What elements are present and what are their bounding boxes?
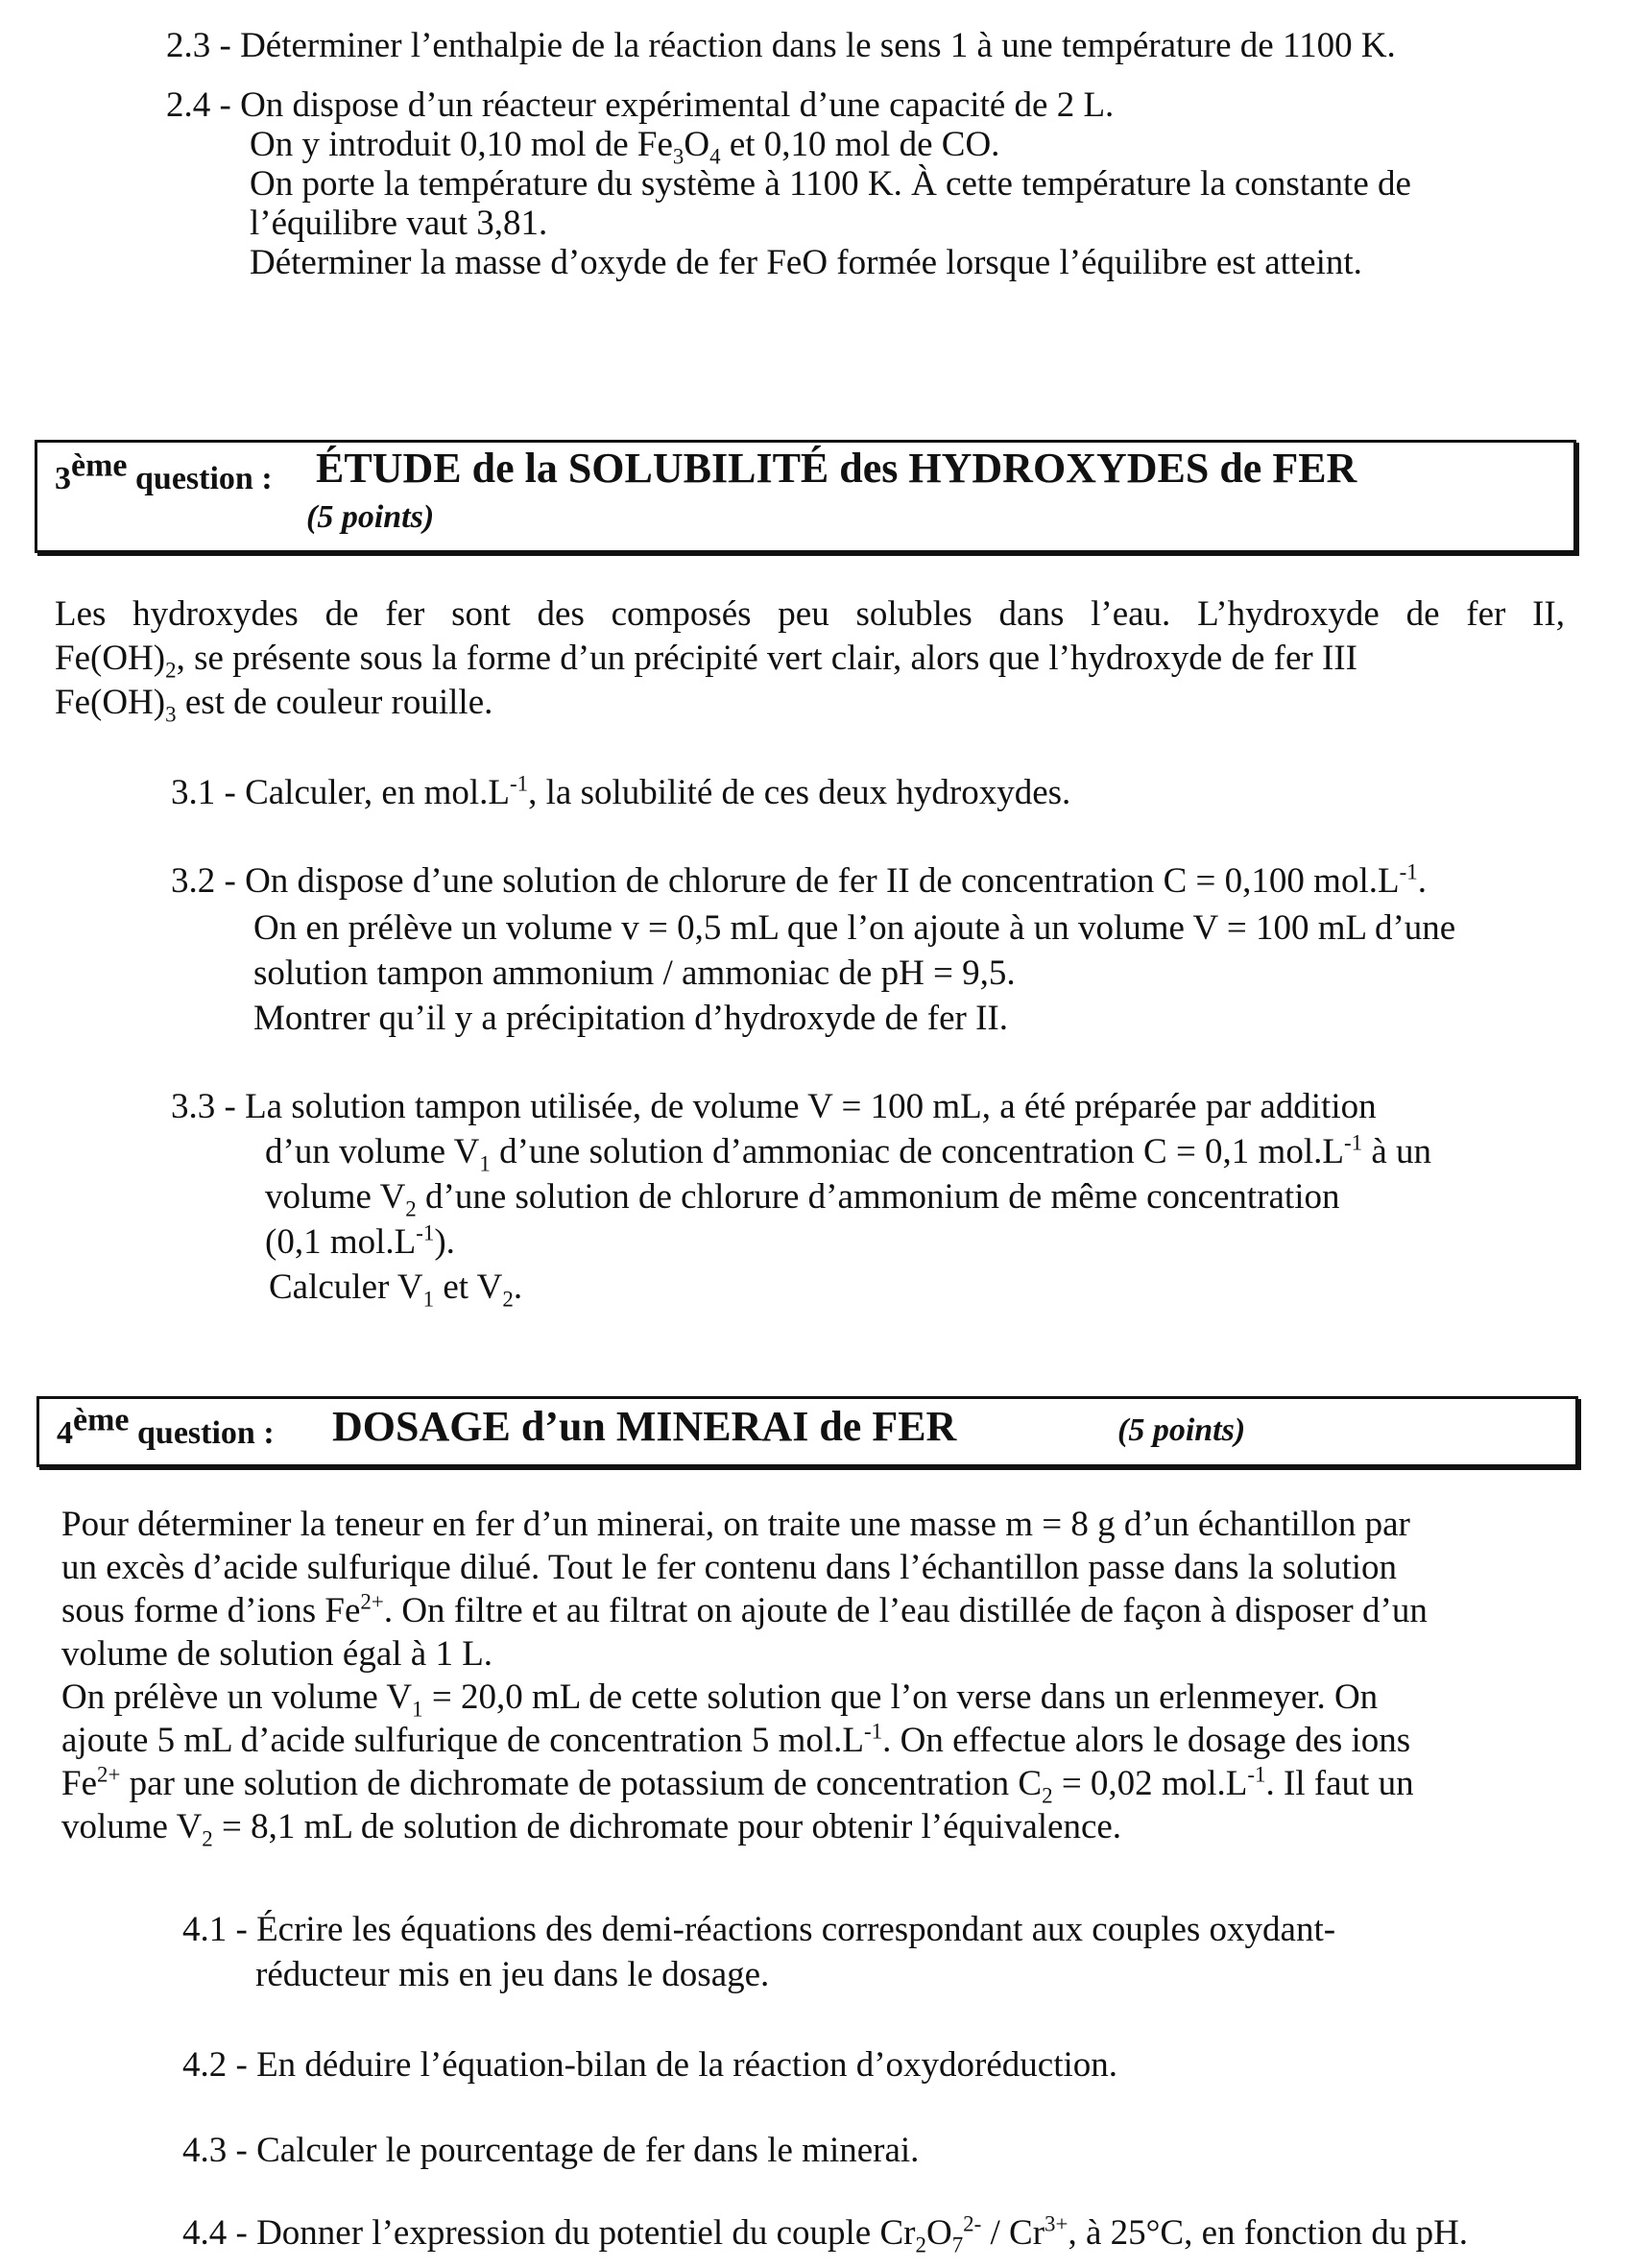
question-4-title: DOSAGE d’un MINERAI de FER (332, 1403, 957, 1450)
item-2-4 (166, 84, 1114, 128)
item-3-1: 3.1 - Calculer, en $mol.L^{-1}$, la solubilité de ces deux hydroxydes. (171, 771, 1071, 812)
item-2-4-line-2: On y introduit 0,10 mol de $Fe_3O_4$ et 0,10 mol de CO. (250, 125, 1000, 169)
item-3-3-line-5: Calculer $V_1$ et $V_2$. (269, 1267, 523, 1312)
item-number: 4.3 - (182, 2131, 257, 2170)
item-3-3-line-4: (0,1 $mol.L^{-1}$). (265, 1220, 455, 1262)
item-3-3: 3.3 - La solution tampon utilisée, de volume V = 100 mL, a été préparée par addition (171, 1087, 1377, 1126)
item-3-2-line-2: On en prélève un volume v = 0,5 mL que l’on ajoute à un volume V = 100 mL d’une (253, 908, 1456, 948)
item-number: 4.2 - (182, 2045, 257, 2085)
question-4-label: 4ème question : (57, 1402, 275, 1451)
item-number: 2.4 - (166, 85, 241, 125)
item-3-2-line-4: Montrer qu’il y a précipitation d’hydroxyde de fer II. (253, 999, 1008, 1038)
item-2-3 (166, 24, 1396, 68)
question-4-header (36, 1396, 1578, 1467)
item-4-1: 4.1 - Écrire les équations des demi-réactions correspondant aux couples oxydant- (182, 1910, 1336, 1949)
item-number: 3.1 - (171, 773, 246, 812)
item-4-1-line-2: réducteur mis en jeu dans le dosage. (255, 1955, 770, 1994)
item-number: 4.4 - (182, 2213, 257, 2253)
item-4-3: 4.3 - Calculer le pourcentage de fer dans le minerai. (182, 2131, 920, 2170)
question-3-header (35, 440, 1576, 553)
question-3-points: (5 points) (306, 499, 435, 535)
item-text: Déterminer l’enthalpie de la réaction dans le sens 1 à une température de 1100 K. (240, 26, 1396, 65)
item-3-3-line-3: volume $V_2$ d’une solution de chlorure d’ammonium de même concentration (265, 1177, 1340, 1221)
item-text: On dispose d’un réacteur expérimental d’une capacité de 2 L. (240, 85, 1115, 125)
item-number: 3.3 - (171, 1087, 246, 1126)
item-2-4-line-5: Déterminer la masse d’oxyde de fer FeO formée lorsque l’équilibre est atteint. (250, 243, 1362, 282)
question-3-intro: Les hydroxydes de fer sont des composés peu solubles dans l’eau. L’hydroxyde de fer II, $Fe(OH)_2$, se présente sous la forme d’un précipité vert clair, alors que l’hydroxyde de fer III $Fe(OH)_3$ est de couleur rouille. (55, 594, 1565, 727)
question-4-intro: Pour déterminer la teneur en fer d’un minerai, on traite une masse m = 8 g d’un échantillon par un excès d’acide sulfurique dilué. Tout le fer contenu dans l’échantillon passe dans la solution sous forme d’ions $Fe^{2+}$. On filtre et au filtrat on ajoute de l’eau distillée de façon à disposer d’un volume de solution égal à 1 L. On prélève un volume $V_1 = 20,0$ mL de cette solution que l’on verse dans un erlenmeyer. On ajoute 5 mL d’acide sulfurique de concentration 5 $mol.L^{-1}$. On effectue alors le dosage des ions $Fe^{2+}$ par une solution de dichromate de potassium de concentration $C_2 = 0,02$ $mol.L^{-1}$. Il faut un volume $V_2 = 8,1$ mL de solution de dichromate pour obtenir l’équivalence. (61, 1505, 1428, 1851)
item-4-2: 4.2 - En déduire l’équation-bilan de la réaction d’oxydoréduction. (182, 2045, 1118, 2085)
item-number: 4.1 - (182, 1910, 257, 1949)
question-4-points: (5 points) (1117, 1412, 1246, 1448)
item-3-3-line-2: d’un volume $V_1$ d’une solution d’ammoniac de concentration C = 0,1 $mol.L^{-1}$ à un (265, 1130, 1432, 1176)
item-2-4-line-4: l’équilibre vaut 3,81. (250, 204, 548, 243)
item-2-4-line-3: On porte la température du système à 1100 K. À cette température la constante de (250, 164, 1411, 204)
item-number: 3.2 - (171, 861, 246, 901)
question-3-label: 3ème question : (55, 447, 273, 496)
item-3-2: 3.2 - On dispose d’une solution de chlorure de fer II de concentration C = 0,100 $mol.L^{-1}$. (171, 859, 1427, 901)
question-3-title: ÉTUDE de la SOLUBILITÉ des HYDROXYDES de FER (316, 445, 1357, 492)
item-3-2-line-3: solution tampon ammonium / ammoniac de pH = 9,5. (253, 953, 1016, 993)
item-number: 2.3 - (166, 26, 241, 65)
item-4-4: 4.4 - Donner l’expression du potentiel du couple $Cr_2O_7^{2-} / Cr^{3+}$, à 25°C, en fonction du pH. (182, 2211, 1469, 2257)
